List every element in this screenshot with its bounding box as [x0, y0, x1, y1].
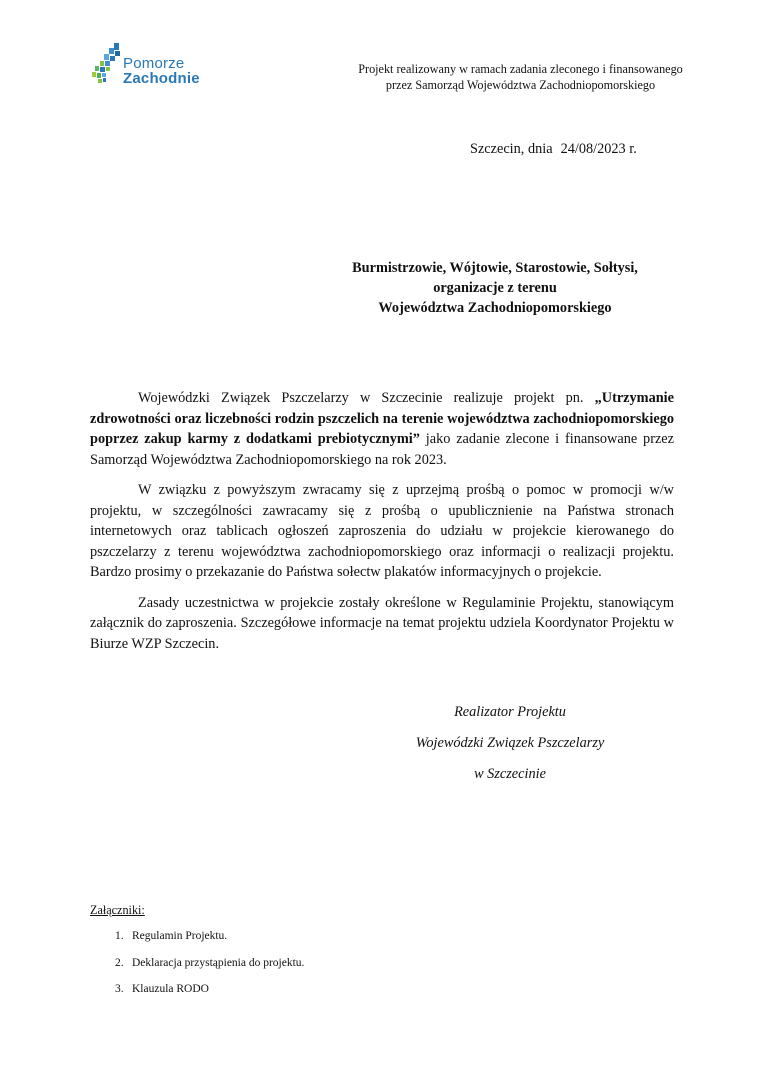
paragraph-3: Zasady uczestnictwa w projekcie zostały określone w Regulaminie Projektu, stanowiącym załącznik do zaproszenia. Szczegółowe informacje na temat projektu udziela Koordynator Projektu w Biurze WZP Szczecin. [90, 594, 674, 652]
pomorze-zachodnie-logo [90, 40, 210, 92]
logo-text-line2: Zachodnie [123, 70, 200, 87]
attachments-heading: Załączniki: [90, 903, 145, 917]
logo-mosaic-icon [90, 40, 124, 92]
place-and-date [470, 141, 680, 158]
place-label: Szczecin, dnia [470, 141, 553, 157]
logo-text-line1: Pomorze [123, 55, 185, 72]
paragraph-1-rest: jako zadanie zlecone i finansowane przez Samorząd Województwa Zachodniopomorskiego na rok 2023. [90, 431, 674, 468]
signature-block [400, 697, 620, 790]
project-title: „Utrzymanie zdrowotności oraz liczebności rodzin pszczelich na terenie województwa zachodniopomorskiego poprzez zakup karmy z dodatkami prebiotycznymi” [90, 390, 674, 447]
attachment-number: 2. [115, 956, 124, 969]
attachment-label: Regulamin Projektu. [132, 930, 228, 942]
project-funding-note [318, 61, 723, 93]
addressee-block [330, 258, 660, 318]
attachment-number: 1. [115, 930, 124, 942]
addressee-line3: Województwa Zachodniopomorskiego [378, 300, 612, 316]
funding-note-line1: Projekt realizowany w ramach zadania zleconego i finansowanego [358, 62, 683, 76]
addressee-line2: organizacje z terenu [433, 280, 557, 296]
letter-body [90, 388, 674, 664]
attachments-list [115, 928, 304, 1008]
attachment-label: Deklaracja przystąpienia do projektu. [132, 956, 305, 969]
attachment-label: Klauzula RODO [132, 983, 209, 995]
paragraph-1 [90, 388, 674, 470]
addressee-line1: Burmistrzowie, Wójtowie, Starostowie, Sołtysi, [352, 260, 638, 276]
paragraph-1-intro: Wojewódzki Związek Pszczelarzy w Szczecinie realizuje projekt pn. [138, 390, 595, 406]
paragraph-2: W związku z powyższym zwracamy się z uprzejmą prośbą o pomoc w promocji w/w projektu, w szczególności zawracamy się z prośbą o upublicznienie na Państwa stronach internetowych oraz tablicach ogłoszeń zaproszenia do udziału w projekcie kierowanego do pszczelarzy z terenu województwa zachodniopomorskiego oraz informacji o realizacji projektu. Bardzo prosimy o przekazanie do Państwa sołectw plakatów informacyjnych o projekcie. [90, 482, 674, 580]
signature-line2: Wojewódzki Związek Pszczelarzy [415, 735, 605, 751]
attachment-item [115, 955, 304, 982]
signature-line3: w Szczecinie [474, 766, 546, 782]
attachment-item [115, 928, 304, 955]
attachment-number: 3. [115, 983, 124, 995]
attachment-item [115, 981, 304, 1008]
funding-note-line2: przez Samorząd Województwa Zachodniopomorskiego [385, 78, 656, 92]
letter-date: 24/08/2023 r. [560, 141, 637, 157]
signature-line1: Realizator Projektu [454, 704, 566, 720]
